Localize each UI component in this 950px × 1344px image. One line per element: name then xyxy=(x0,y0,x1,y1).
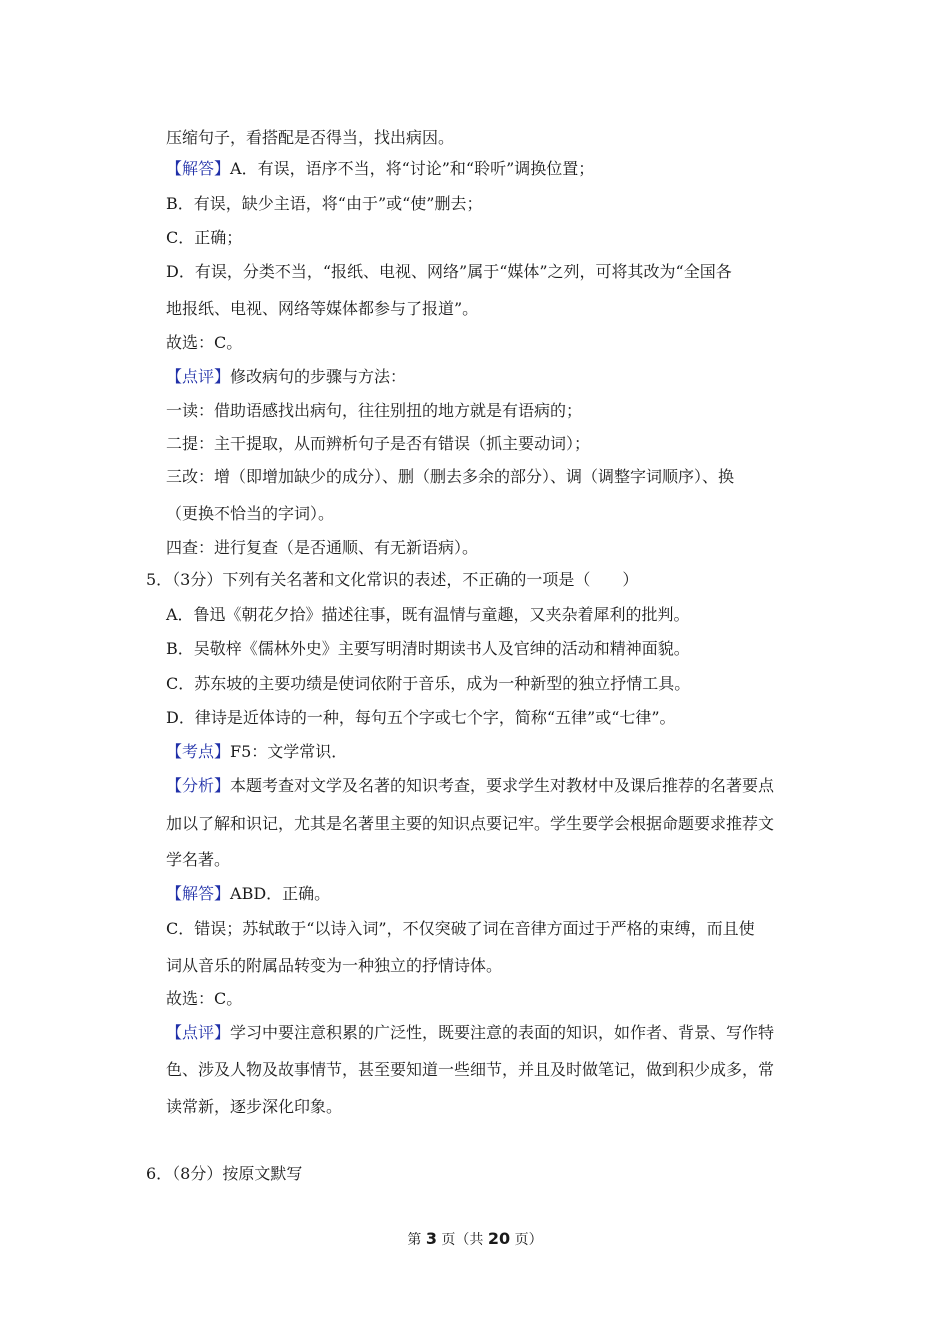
answer-tag: 【解答】 xyxy=(166,159,231,178)
comment-line: 【点评】修改病句的步骤与方法： xyxy=(166,367,407,386)
page-footer: 第 3 页（共 20 页） xyxy=(407,1229,543,1248)
comment-tag: 【点评】 xyxy=(166,367,231,386)
q5-choice-line: 故选：C。 xyxy=(166,989,243,1008)
jieda-c-line-1: C．错误；苏轼敢于“以诗入词”，不仅突破了词在音律方面过于严格的束缚，而且使 xyxy=(166,919,755,938)
dianping-line-2: 色、涉及人物及故事情节，甚至要知道一些细节，并且及时做笔记，做到积少成多，常 xyxy=(166,1060,775,1079)
page-total: 20 xyxy=(487,1229,511,1248)
answer-line-c: C．正确； xyxy=(166,228,243,247)
dianping-tag: 【点评】 xyxy=(166,1023,231,1042)
dianping-line-3: 读常新，逐步深化印象。 xyxy=(166,1097,343,1116)
jieda-c-line-2: 词从音乐的附属品转变为一种独立的抒情诗体。 xyxy=(166,956,503,975)
answer-line-a: 【解答】A．有误，语序不当，将“讨论”和“聆听”调换位置； xyxy=(166,159,595,178)
question-5-option-b: B．吴敬梓《儒林外史》主要写明清时期读书人及官绅的活动和精神面貌。 xyxy=(166,639,690,658)
answer-line-d2: 地报纸、电视、网络等媒体都参与了报道”。 xyxy=(166,299,479,318)
answer-line-b: B．有误，缺少主语，将“由于”或“使”删去； xyxy=(166,194,483,213)
question-5-option-c: C．苏东坡的主要功绩是使词依附于音乐，成为一种新型的独立抒情工具。 xyxy=(166,674,691,693)
question-5-stem: 5．（3分）下列有关名著和文化常识的表述，不正确的一项是（ ） xyxy=(146,570,639,589)
answer-line-d1: D．有误，分类不当，“报纸、电视、网络”属于“媒体”之列，可将其改为“全国各 xyxy=(166,262,732,281)
dianping-line-1: 【点评】学习中要注意积累的广泛性，既要注意的表面的知识，如作者、背景、写作特 xyxy=(166,1023,775,1042)
step-read: 一读：借助语感找出病句，往往别扭的地方就是有语病的； xyxy=(166,401,583,420)
step-check: 四查：进行复查（是否通顺、有无新语病）。 xyxy=(166,538,479,557)
kaodian-tag: 【考点】 xyxy=(166,742,231,761)
choice-line: 故选：C。 xyxy=(166,333,243,352)
step-revise-2: （更换不恰当的字词）。 xyxy=(166,504,335,523)
fenxi-line-3: 学名著。 xyxy=(166,850,231,869)
jieda-tag: 【解答】 xyxy=(166,884,231,903)
jieda-line: 【解答】ABD．正确。 xyxy=(166,884,331,903)
question-5-option-a: A．鲁迅《朝花夕拾》描述往事，既有温情与童趣，又夹杂着犀利的批判。 xyxy=(166,605,690,624)
fenxi-tag: 【分析】 xyxy=(166,776,231,795)
step-revise-1: 三改：增（即增加缺少的成分）、删（删去多余的部分）、调（调整字词顺序）、换 xyxy=(166,467,735,486)
kaodian-line: 【考点】F5：文学常识． xyxy=(166,742,348,761)
fenxi-line-1: 【分析】本题考查对文学及名著的知识考查，要求学生对教材中及课后推荐的名著要点 xyxy=(166,776,775,795)
page-number: 3 xyxy=(425,1229,437,1248)
question-5-option-d: D．律诗是近体诗的一种，每句五个字或七个字，简称“五律”或“七律”。 xyxy=(166,708,676,727)
fenxi-line-2: 加以了解和识记，尤其是名著里主要的知识点要记牢。学生要学会根据命题要求推荐文 xyxy=(166,814,775,833)
analysis-tail: 压缩句子，看搭配是否得当，找出病因。 xyxy=(166,128,455,147)
step-extract: 二提：主干提取，从而辨析句子是否有错误（抓主要动词）； xyxy=(166,434,591,453)
question-6-stem: 6．（8分）按原文默写 xyxy=(146,1164,303,1183)
